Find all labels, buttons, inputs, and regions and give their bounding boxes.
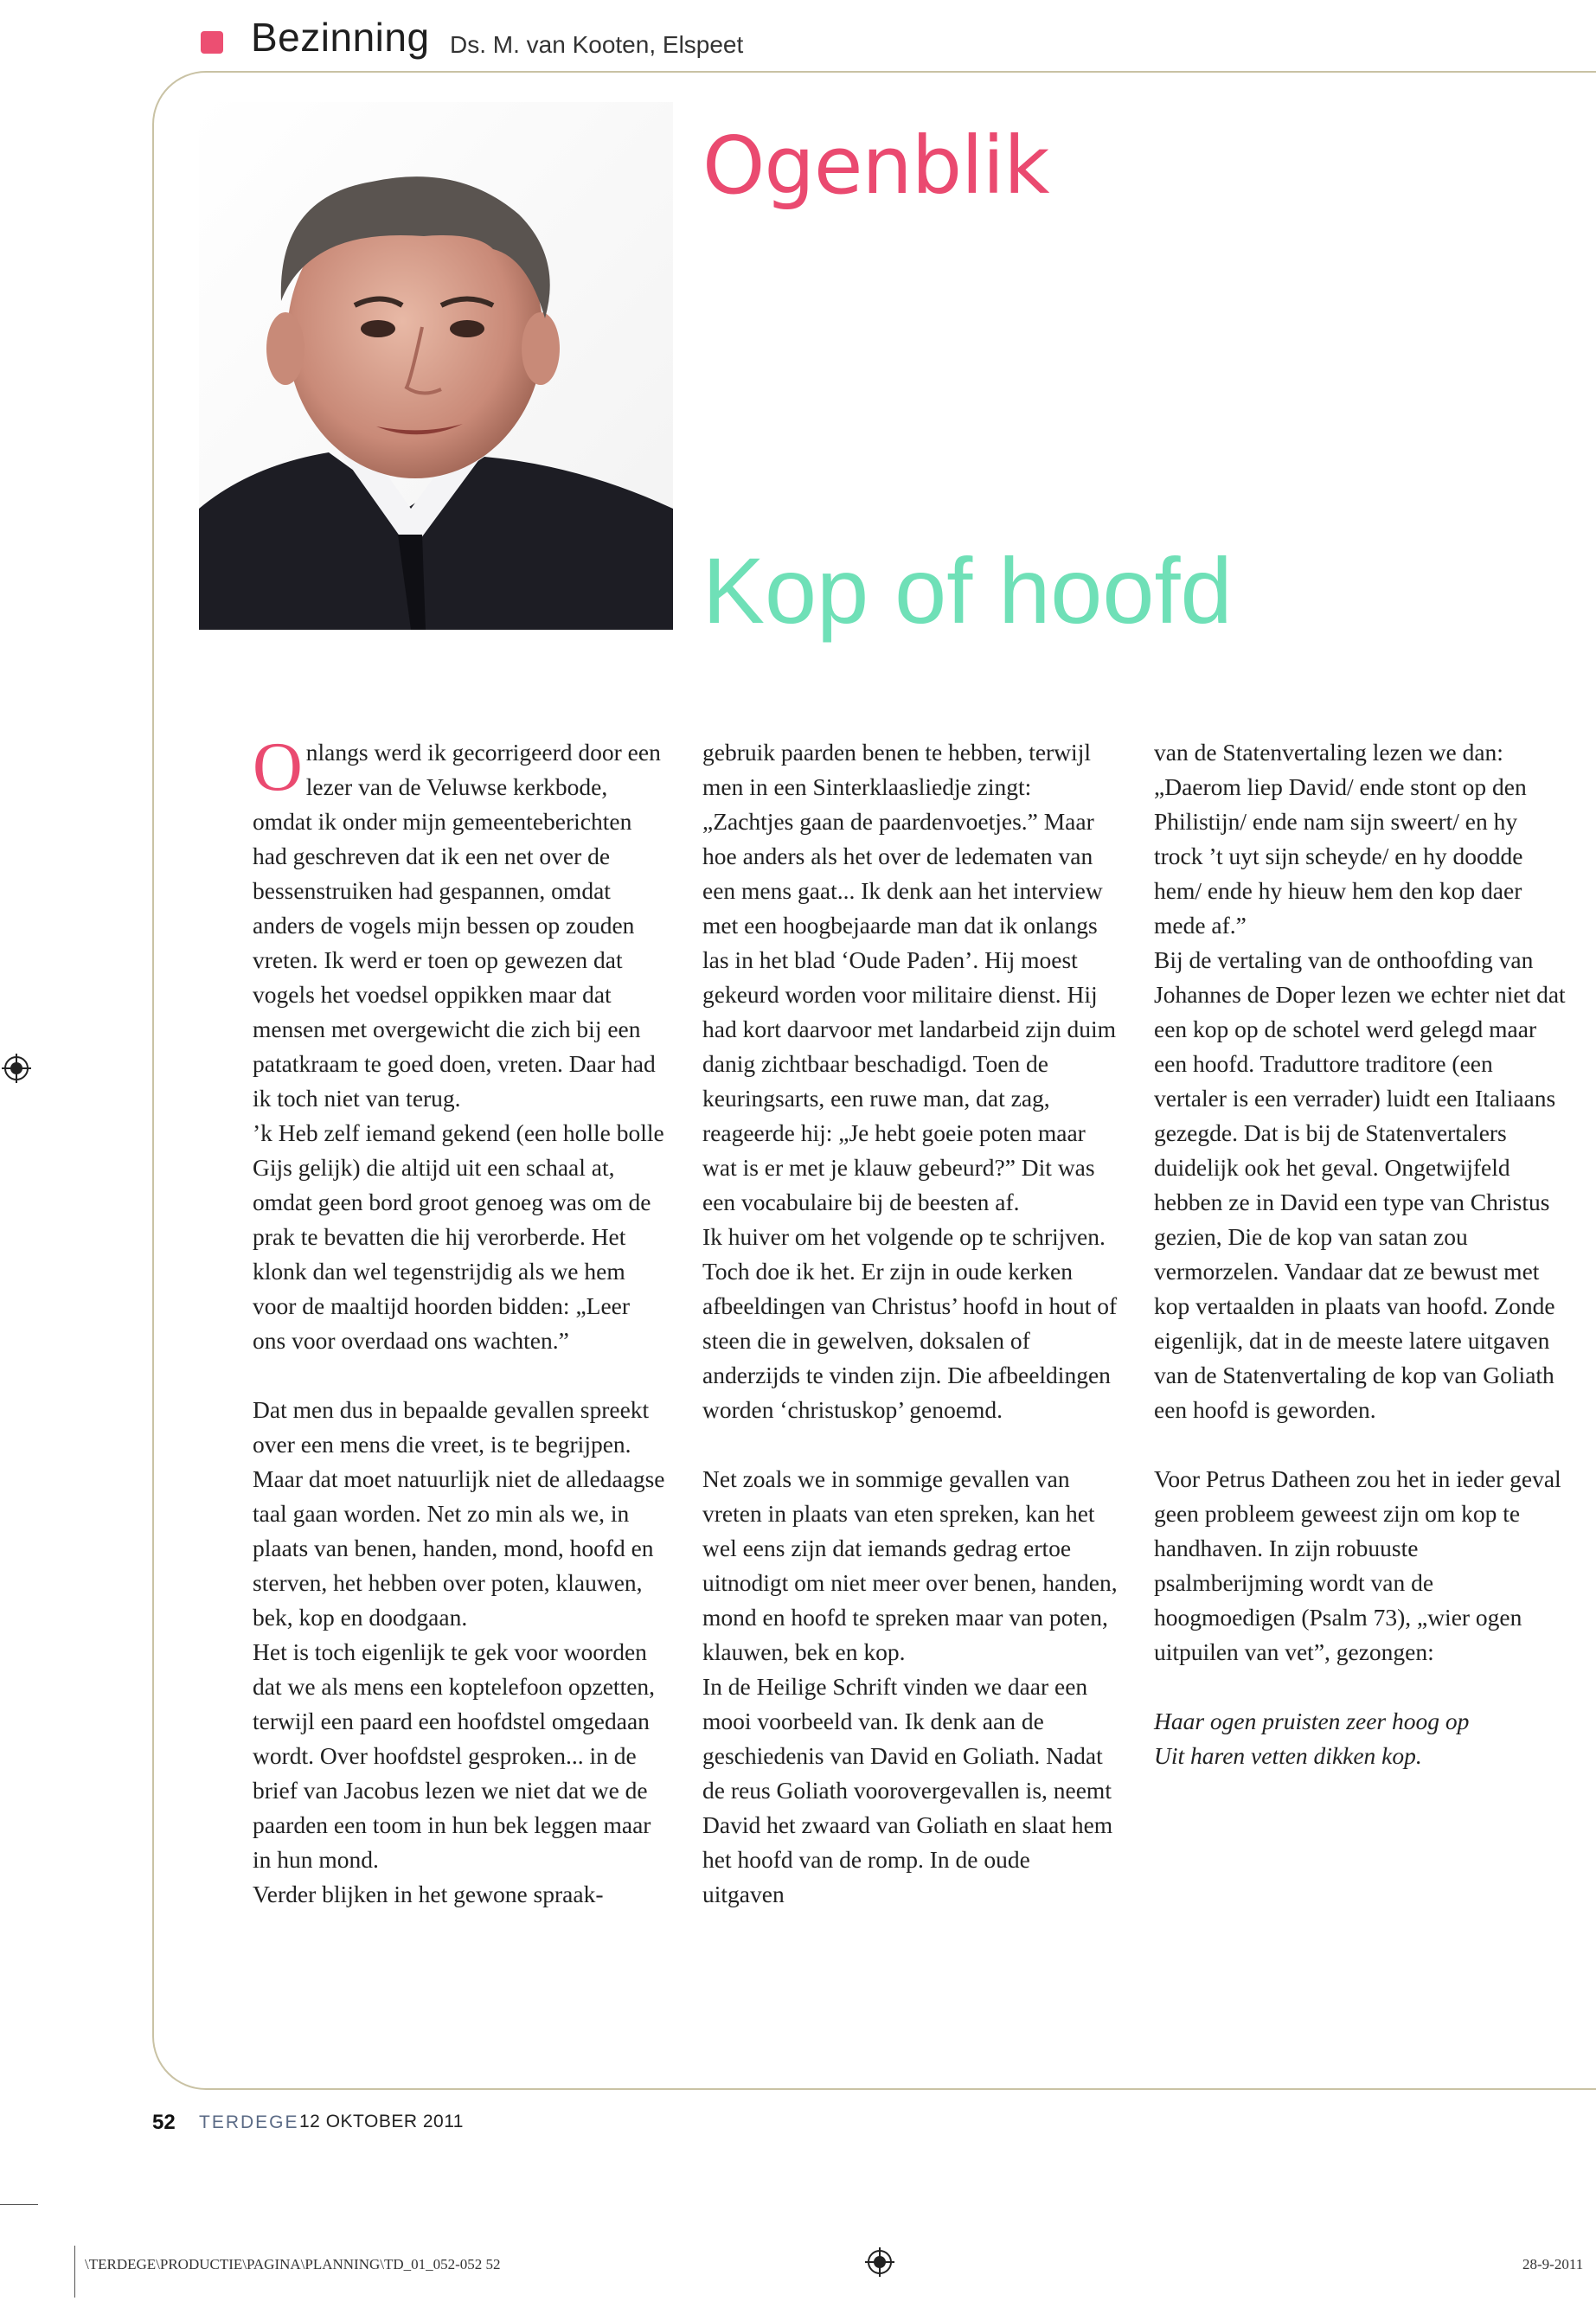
paragraph: In de Heilige Schrift vinden we daar een mooi voorbeeld van. Ik denk aan de geschiedenis van David en Goliath. Nadat de reus Goliath voorovergevallen is, neemt David het zwaard van Goliath en slaat hem het hoofd van de romp. In de oude uitgaven: [702, 1673, 1113, 1907]
print-slug-date: 28-9-2011: [1522, 2256, 1584, 2272]
poem-line: Uit haren vetten dikken kop.: [1154, 1742, 1422, 1769]
issue-date: 12 OKTOBER 2011: [299, 2112, 464, 2131]
registration-mark-icon: [2, 1054, 31, 1083]
article-column-3: [1154, 735, 1569, 1773]
article-column-1: [253, 729, 668, 1912]
page-number: 52: [152, 2111, 176, 2134]
paragraph: Net zoals we in sommige gevallen van vreten in plaats van eten spreken, kan het wel eens zijn dat iemands gedrag ertoe uitnodigt om niet meer over benen, handen, mond en hoofd te spreken maar van poten, klauwen, bek en kop.: [702, 1465, 1118, 1665]
print-slug-path: \TERDEGE\PRODUCTIE\PAGINA\PLANNING\TD_01_052-052 52: [85, 2256, 501, 2272]
registration-mark-icon: [865, 2247, 894, 2277]
poem-quote: [1154, 1704, 1569, 1773]
article-title: Kop of hoofd: [702, 538, 1233, 643]
paragraph: Het is toch eigenlijk te gek voor woorden dat we als mens een koptelefoon opzetten, terwijl een paard een hoofdstel omgedaan wordt. Over hoofdstel gesproken... in de brief van Jacobus lezen we niet dat we de paarden een toom in hun bek leggen maar in hun mond.: [253, 1638, 656, 1873]
poem-line: Haar ogen pruisten zeer hoog op: [1154, 1708, 1470, 1734]
paragraph: Ik huiver om het volgende op te schrijven. Toch doe ik het. Er zijn in oude kerken afbeeldingen van Christus’ hoofd in hout of steen die in gewelven, doksalen of anderzijds te vinden zijn. Die afbeeldingen worden ‘christuskop’ genoemd.: [702, 1223, 1118, 1423]
paragraph: [253, 729, 668, 1116]
author-portrait: [199, 102, 673, 630]
drop-cap: O: [253, 729, 303, 805]
section-label: Bezinning: [251, 15, 430, 60]
paragraph: gebruik paarden benen te hebben, terwijl men in een Sinterklaasliedje zingt: „Zachtjes gaan de paardenvoetjes.” Maar hoe anders als het over de ledematen van een mens gaat... Ik denk aan het interview met een hoogbejaarde man dat ik onlangs las in het blad ‘Oude Paden’. Hij moest gekeurd worden voor militaire dienst. Hij had kort daarvoor met landarbeid zijn duim danig zichtbaar beschadigd. Toen de keuringsarts, een ruwe man, dat zag, reageerde hij: „Je hebt goeie poten maar wat is er met je klauw gebeurd?” Dit was een vocabulaire bij de beesten af.: [702, 739, 1117, 1215]
author-byline: Ds. M. van Kooten, Elspeet: [450, 31, 744, 58]
paragraph: Voor Petrus Datheen zou het in ieder geval geen probleem geweest zijn om kop te handhaven. In zijn robuuste psalmberijming wordt van de hoogmoedigen (Psalm 73), „wier ogen uitpuilen van vet”, gezongen:: [1154, 1465, 1561, 1665]
article-column-2: [702, 735, 1118, 1912]
paragraph-text: nlangs werd ik gecorrigeerd door een lezer van de Veluwse kerkbode, omdat ik onder mijn gemeenteberichten had geschreven dat ik een net over de bessenstruiken had gespannen, omdat anders de vogels mijn bessen op zouden vreten. Ik werd er toen op gewezen dat vogels het voedsel oppikken maar dat mensen met overgewicht die zich bij een patatkraam te goed doen, vreten. Daar had ik toch niet van terug.: [253, 739, 661, 1112]
magazine-name: TERDEGE: [199, 2112, 299, 2132]
paragraph: ’k Heb zelf iemand gekend (een holle bolle Gijs gelijk) die altijd uit een schaal at, omdat geen bord groot genoeg was om de prak te bevatten die hij verorberde. Het klonk dan wel tegenstrijdig als we hem voor de maaltijd hoorden bidden: „Leer ons voor overdaad ons wachten.”: [253, 1119, 664, 1354]
crop-mark: [74, 2246, 75, 2298]
article-kicker: Ogenblik: [702, 119, 1049, 212]
paragraph: Verder blijken in het gewone spraak-: [253, 1881, 604, 1907]
paragraph: Dat men dus in bepaalde gevallen spreekt over een mens die vreet, is te begrijpen. Maar dat moet natuurlijk niet de alledaagse taal gaan worden. Net zo min als we, in plaats van benen, handen, mond, hoofd en sterven, het hebben over poten, klauwen, bek, kop en doodgaan.: [253, 1396, 665, 1631]
section-marker: [201, 31, 223, 54]
paragraph: Bij de vertaling van de onthoofding van Johannes de Doper lezen we echter niet dat een kop op de schotel werd gelegd maar een hoofd. Traduttore traditore (een vertaler is een verrader) luidt een Italiaans gezegde. Dat is bij de Statenvertalers duidelijk ook het geval. Ongetwijfeld hebben ze in David een type van Christus gezien, Die de kop van satan zou vermorzelen. Vandaar dat ze bewust met kop vertaalden in plaats van hoofd. Zonde eigenlijk, dat in de meeste latere uitgaven van de Statenvertaling de kop van Goliath een hoofd is geworden.: [1154, 946, 1566, 1423]
paragraph: van de Statenvertaling lezen we dan: „Daerom liep David/ ende stont op den Philistijn/ ende nam sijn sweert/ en hy trock ’t uyt sijn scheyde/ en hy doodde hem/ ende hy hieuw hem den kop daer mede af.”: [1154, 739, 1527, 939]
crop-mark: [0, 2204, 38, 2205]
